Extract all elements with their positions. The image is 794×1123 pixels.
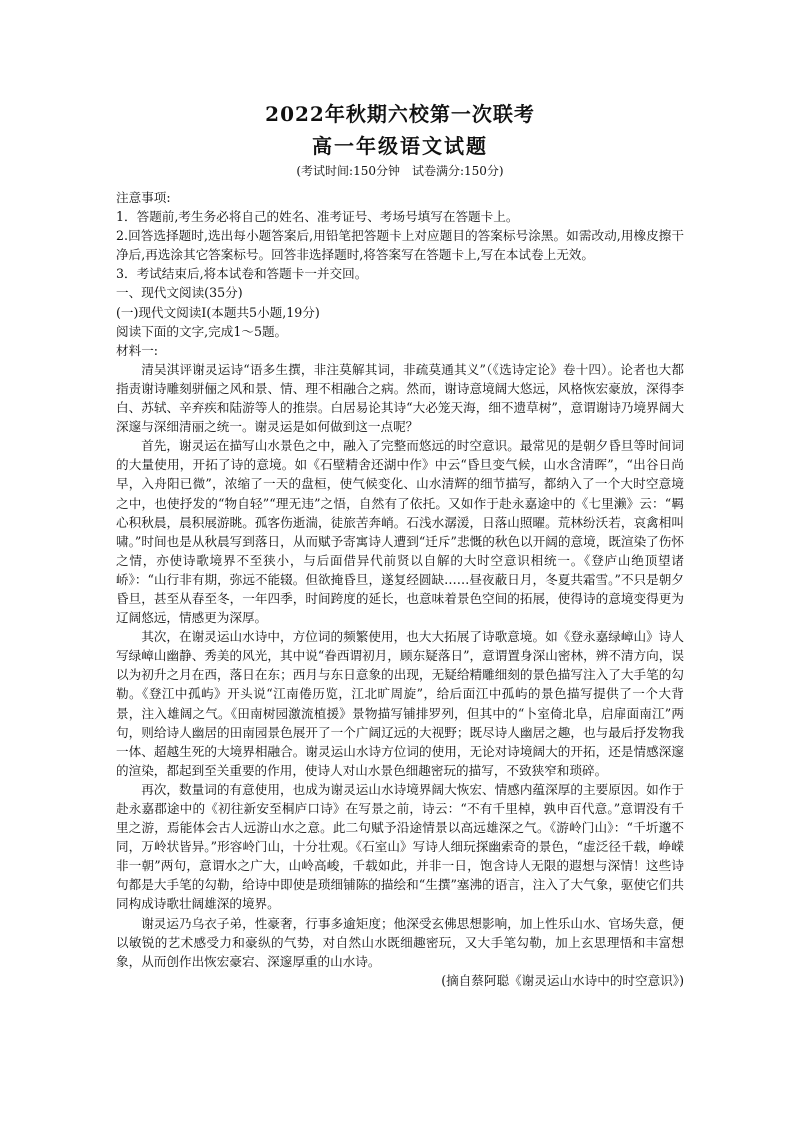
- notes-heading: 注意事项:: [116, 190, 171, 205]
- exam-subtitle: 高一年级语文试题: [312, 134, 488, 158]
- note-item: 2.回答选择题时,选出每小题答案后,用铅笔把答题卡上对应题目的答案标号涂黑。如需改动,用橡皮擦干净后,再选涂其它答案标号。回答非选择题时,将答案写在答题卡上,写在本试卷上无效。: [116, 228, 684, 263]
- exam-title: 2022年秋期六校第一次联考: [265, 102, 535, 126]
- source-citation: (摘自蔡阿聪《谢灵运山水诗中的时空意识》): [441, 972, 684, 988]
- body-paragraph: 首先，谢灵运在描写山水景色之中，融入了完整而悠远的时空意识。最常见的是朝夕昏旦等时间词的大量使用，开拓了诗的意境。如《石壁精舍还湖中作》中云“昏旦变气候，山水含清晖”，“出谷日尚早，入舟阳已微”，浓缩了一天的盘桓，使气候变化、山水清辉的细节描写，都纳入了一个大时空意境之中，也使抒发的“物自轻”“理无违”之悟，自然有了依托。又如作于赴永嘉途中的《七里濑》云：“羁心积秋晨，晨积展游眺。孤客伤逝湍，徒旅苦奔峭。石浅水潺湲，日落山照曜。荒林纷沃若，哀禽相叫啸。”时间也是从秋晨写到落日，从而赋予寄寓诗人遭到“迁斥”悲慨的秋色以开阔的意境，既渲染了伤怀之情，亦使诗歌境界不至狭小，与后面借异代前贤以自解的大时空意识相统一。《登庐山绝顶望诸峤》：“山行非有期，弥远不能辍。但欲掩昏旦，遂复经圆缺……昼夜蔽日月，冬夏共霜雪。”不只是朝夕昏旦，甚至从春至冬，一年四季，时间跨度的延长，也意味着景色空间的拓展，使得诗的意境变得更为辽阔悠远，情感更为深厚。: [116, 438, 684, 626]
- body-paragraph: 再次，数量词的有意使用，也成为谢灵运山水诗境界阔大恢宏、情感内蕴深厚的主要原因。如作于赴永嘉郡途中的《初往新安至桐庐口诗》在写景之前，诗云：“不有千里棹，孰申百代意。”意谓没有千里之游，焉能体会古人远游山水之意。此二句赋予沿途情景以高远雄深之气。《游岭门山》：“千圻邈不同，万岭状皆异。”形容岭门山，十分壮观。《石室山》写诗人细玩探幽索奇的景色，“虚泛径千载，峥嵘非一朝”两句，意谓水之广大，山岭高峻，千载如此，并非一日，饱含诗人无限的遐想与深情！这些诗句都是大手笔的勾勒，给诗中即使是琐细铺陈的描绘和“生撰”塞沸的语言，注入了大气象，驱使它们共同构成诗歌壮阔雄深的境界。: [116, 781, 684, 912]
- body-paragraph: 谢灵运乃乌衣子弟，性豪奢，行事多逾矩度；他深受玄佛思想影响，加上性乐山水、官场失意，便以敏锐的艺术感受力和豪纵的气势，对自然山水既细趣密玩，又大手笔勾勒，加上玄思理悟和丰富想象，从而创作出恢宏豪宕、深邃厚重的山水诗。: [116, 915, 684, 969]
- exam-info: (考试时间:150分钟 试卷满分:150分): [296, 164, 504, 178]
- body-paragraph: 其次，在谢灵运山水诗中，方位词的频繁使用，也大大拓展了诗歌意境。如《登永嘉绿嶂山》诗人写绿嶂山幽静、秀美的风光，其中说“眷西谓初月，顾东疑落日”，意谓置身深山密林，辨不清方向，误以为初升之月在西，落日在东；西月与东日意象的出现，无疑给精雕细刻的景色描写注入了大手笔的勾勒。《登江中孤屿》开头说“江南倦历览，江北旷周旋”，给后面江中孤屿的景色描写提供了一个大背景，注入雄阔之气。《田南树园激流植援》景物描写铺排罗列，但其中的“卜室倚北阜，启扉面南江”两句，则给诗人幽居的田南园景色展开了一个广阔辽远的大视野；既尽诗人幽居之趣，也与最后抒发物我一体、超越生死的大境界相融合。谢灵运山水诗方位词的使用，无论对诗境阔大的开拓，还是情感深邃的渲染，都起到至关重要的作用，使诗人对山水景色细趣密玩的描写，不致狭窄和琐碎。: [116, 629, 684, 778]
- body-paragraph: 清吴淇评谢灵运诗“语多生撰，非注莫解其词，非疏莫通其义”（《选诗定论》卷十四）。论者也大都指责谢诗雕刻骈俪之风和景、情、理不相融合之病。然而，谢诗意境阔大悠远，风格恢宏豪放，深得李白、苏轼、辛弃疾和陆游等人的推崇。白居易论其诗“大必笼天海，细不遗草树”，意谓谢诗乃境界阔大深邃与深细清丽之统一。谢灵运是如何做到这一点呢？: [116, 361, 684, 435]
- material-label: 材料一:: [116, 342, 159, 358]
- section-heading: 一、现代文阅读(35分): [116, 285, 243, 301]
- exam-page: [116, 100, 684, 990]
- section-subheading: (一)现代文阅读Ⅰ(本题共5小题,19分): [116, 304, 320, 320]
- note-item: 3．考试结束后,将本试卷和答题卡一并交回。: [116, 266, 368, 282]
- note-item: 1．答题前,考生务必将自己的姓名、准考证号、考场号填写在答题卡上。: [116, 209, 519, 225]
- reading-instruction: 阅读下面的文字,完成1～5题。: [116, 323, 288, 339]
